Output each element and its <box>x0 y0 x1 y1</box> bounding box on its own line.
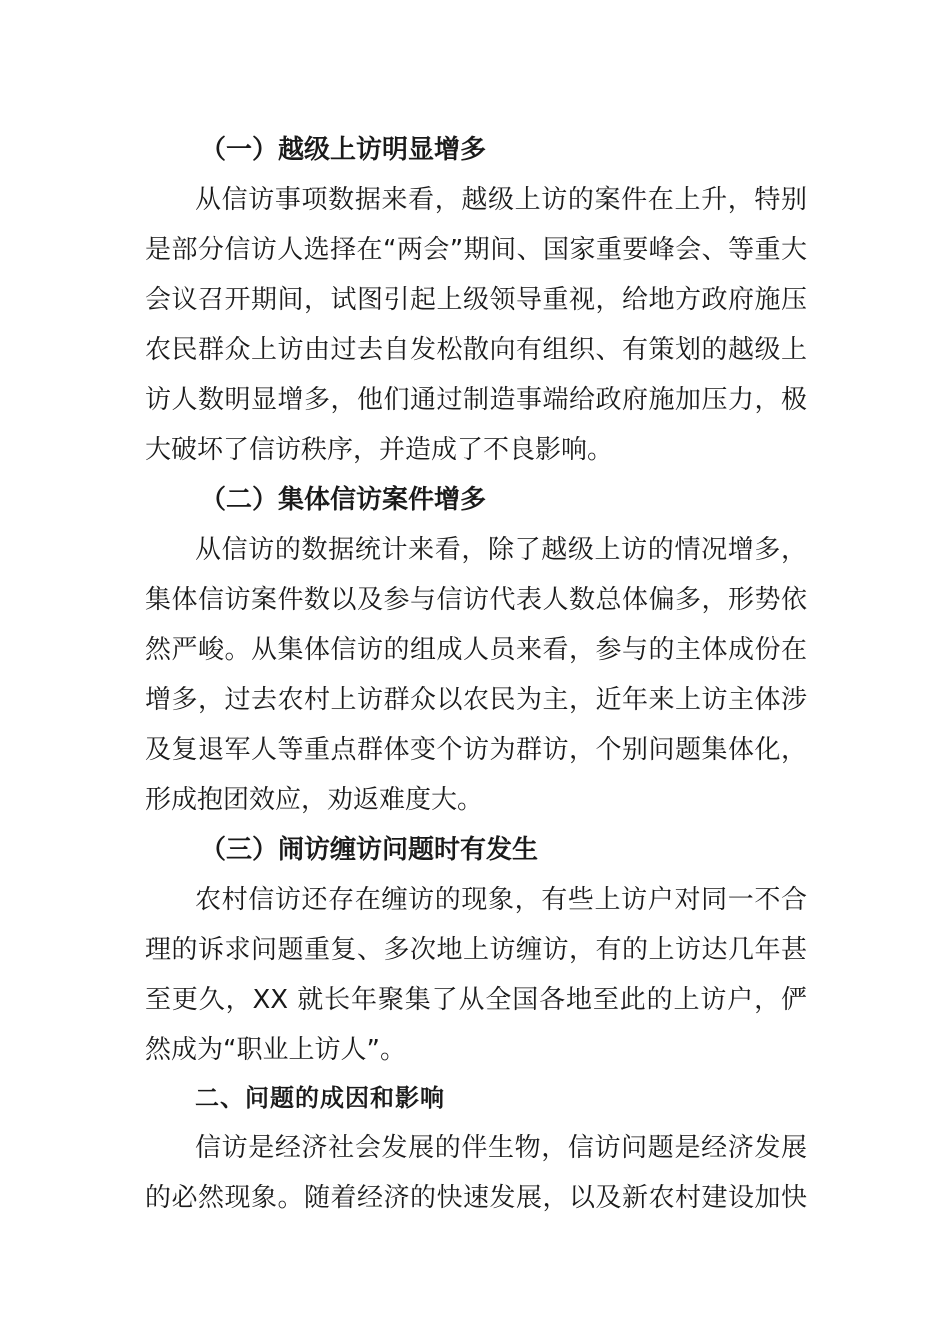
paragraph-line: 农民群众上访由过去自发松散向有组织、有策划的越级上 <box>145 335 807 365</box>
paragraph-line: 至更久，XX 就长年聚集了从全国各地至此的上访户，俨 <box>145 985 807 1015</box>
paragraph-line: 从信访事项数据来看，越级上访的案件在上升，特别 <box>195 185 807 215</box>
paragraph-line: 大破坏了信访秩序，并造成了不良影响。 <box>145 435 614 465</box>
heading-section-2: （二）集体信访案件增多 <box>200 485 487 515</box>
paragraph-line: 会议召开期间，试图引起上级领导重视，给地方政府施压 <box>145 285 807 315</box>
paragraph-line: 然严峻。从集体信访的组成人员来看，参与的主体成份在 <box>145 635 807 665</box>
paragraph-line: 访人数明显增多，他们通过制造事端给政府施加压力，极 <box>145 385 807 415</box>
paragraph-line: 是部分信访人选择在“两会”期间、国家重要峰会、等重大 <box>145 235 807 265</box>
paragraph-line: 然成为“职业上访人”。 <box>145 1035 406 1065</box>
paragraph-line: 集体信访案件数以及参与信访代表人数总体偏多，形势依 <box>145 585 807 615</box>
paragraph-line: 农村信访还存在缠访的现象，有些上访户对同一不合 <box>195 885 807 915</box>
heading-part-2: 二、问题的成因和影响 <box>195 1083 445 1112</box>
paragraph-line: 及复退军人等重点群体变个访为群访，个别问题集体化， <box>145 735 807 765</box>
paragraph-line: 形成抱团效应，劝返难度大。 <box>145 785 484 815</box>
paragraph-line: 信访是经济社会发展的伴生物，信访问题是经济发展 <box>195 1133 807 1163</box>
paragraph-line: 从信访的数据统计来看，除了越级上访的情况增多， <box>195 535 807 565</box>
paragraph-line: 增多，过去农村上访群众以农民为主，近年来上访主体涉 <box>145 685 807 715</box>
heading-section-1: （一）越级上访明显增多 <box>200 135 487 165</box>
paragraph-line: 理的诉求问题重复、多次地上访缠访，有的上访达几年甚 <box>145 935 807 965</box>
paragraph-line: 的必然现象。随着经济的快速发展，以及新农村建设加快 <box>145 1183 807 1213</box>
heading-section-3: （三）闹访缠访问题时有发生 <box>200 835 539 865</box>
